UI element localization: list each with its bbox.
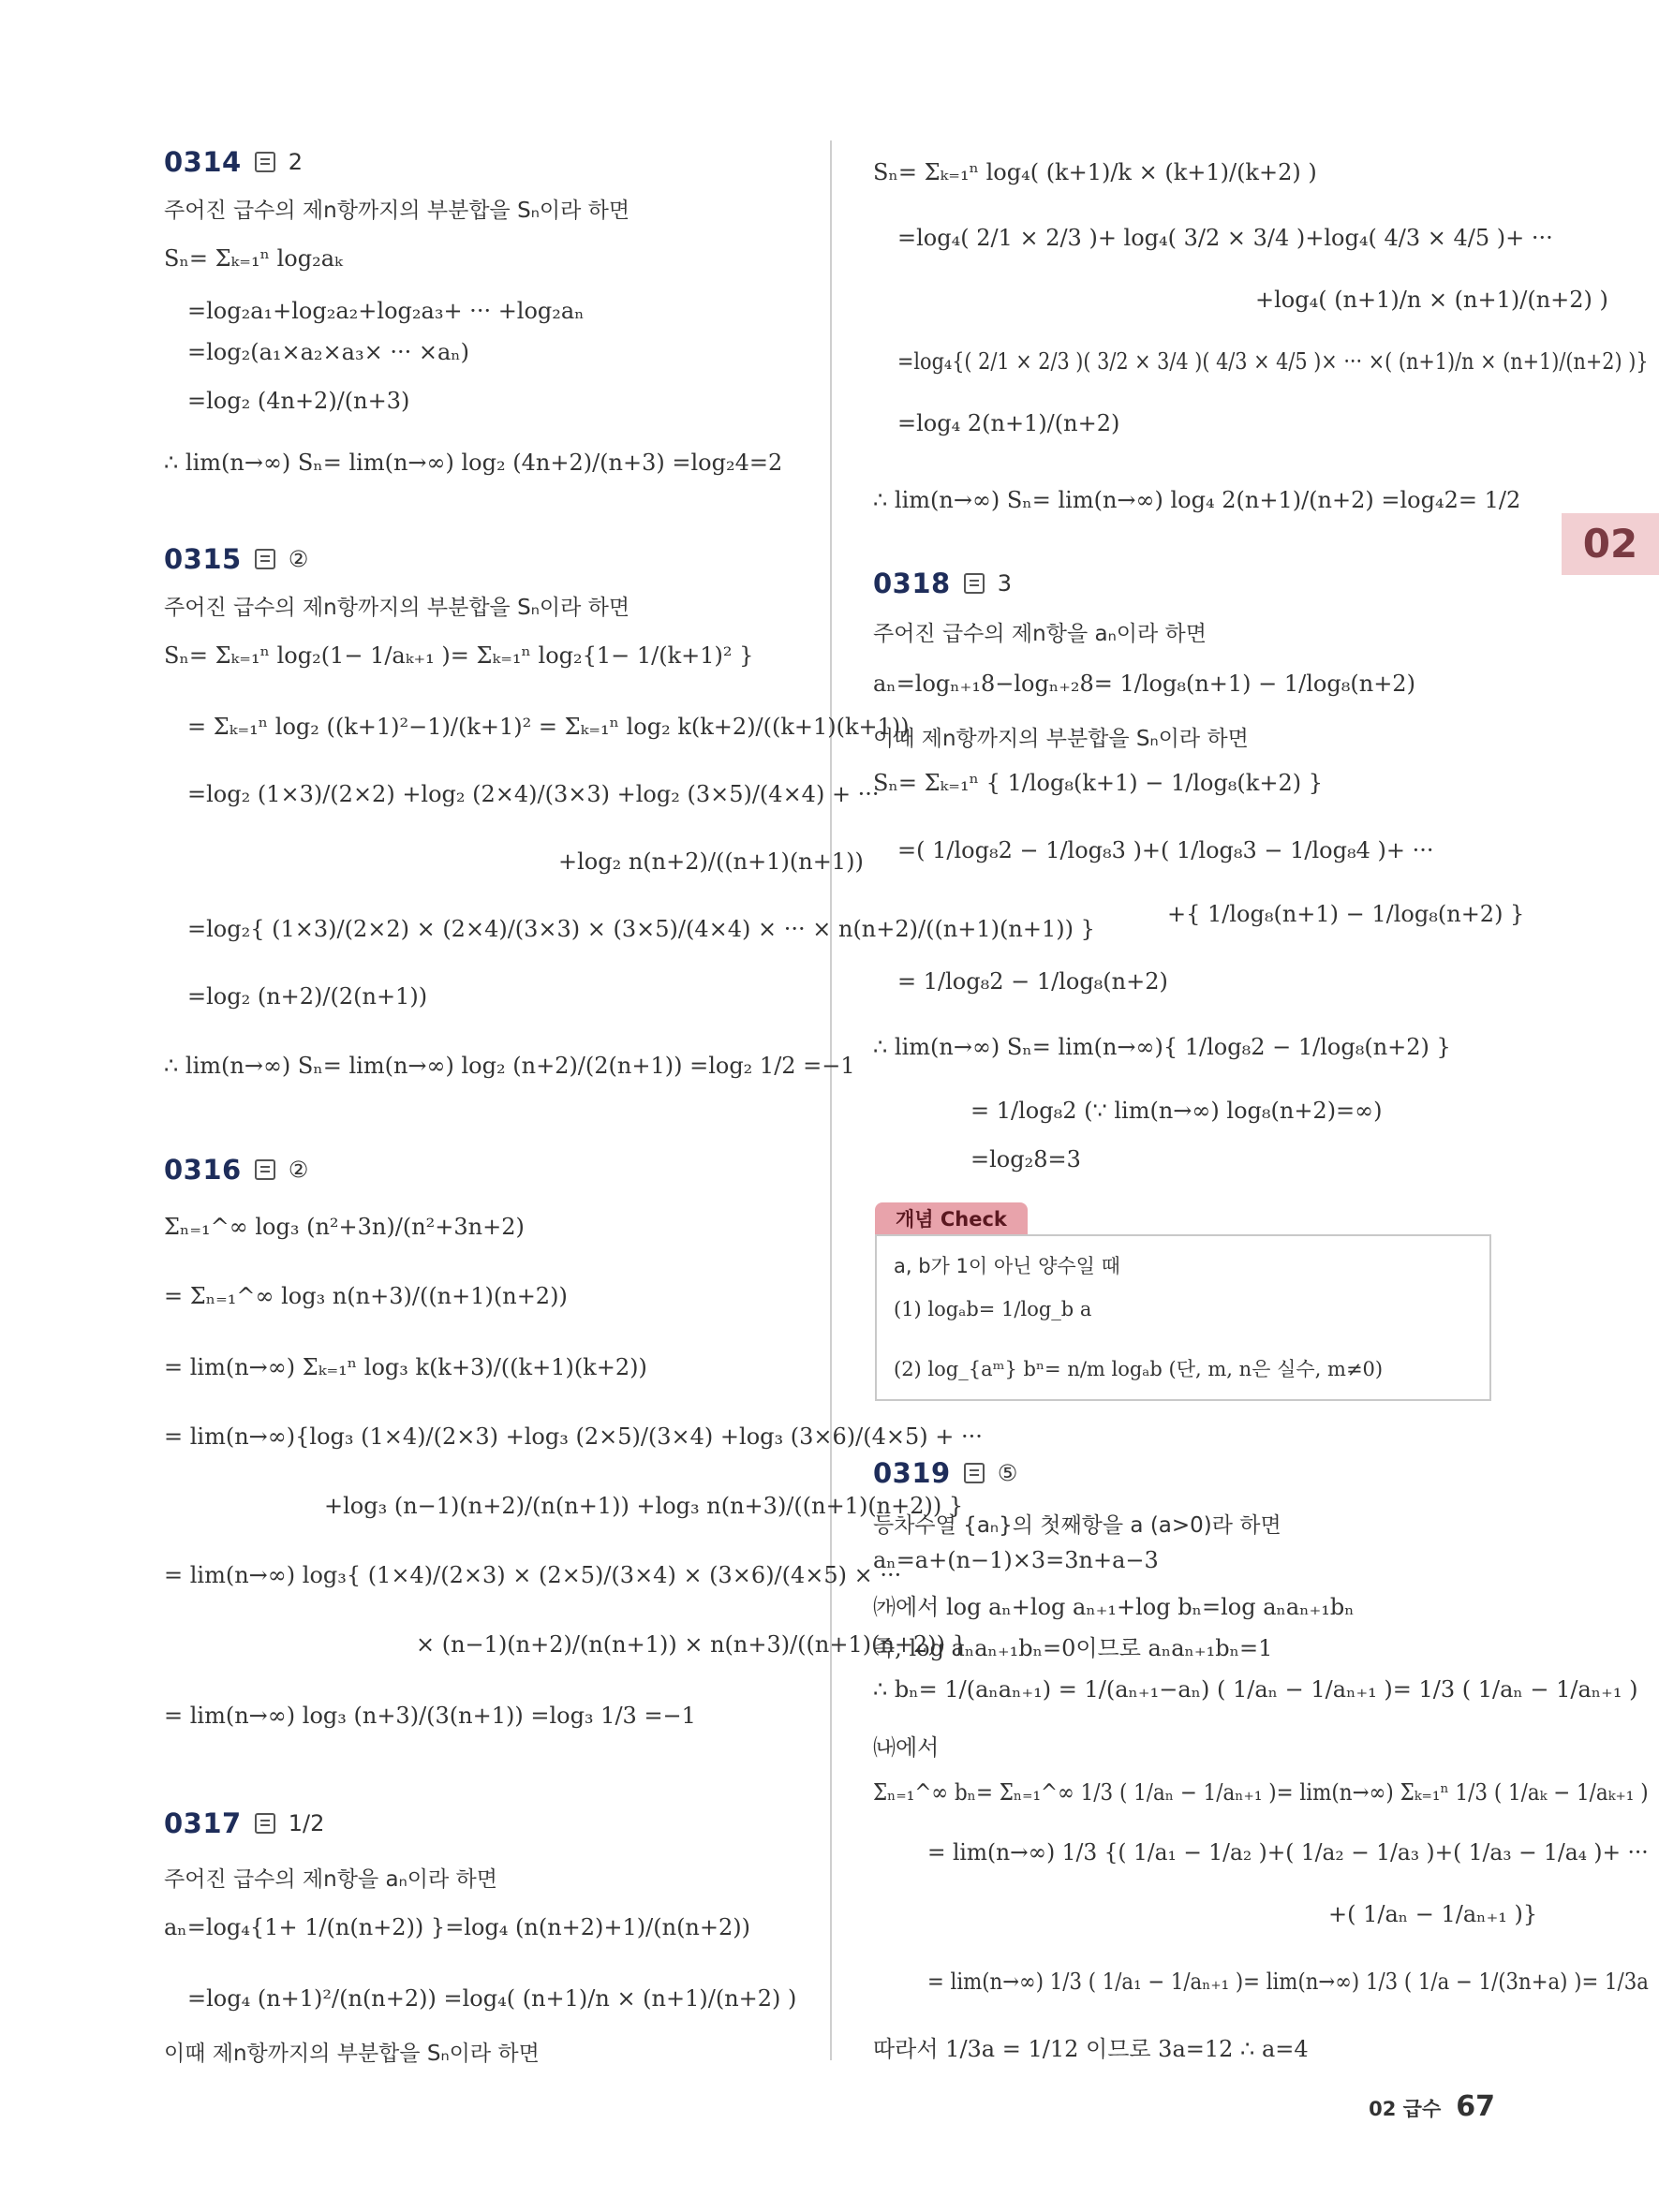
math-line: Σₙ₌₁^∞ log₃ (n²+3n)/(n²+3n+2) bbox=[164, 1214, 525, 1240]
math-line: 즉, log aₙaₙ₊₁bₙ=0이므로 aₙaₙ₊₁bₙ=1 bbox=[873, 1635, 1273, 1661]
math-line: = Σₙ₌₁^∞ log₃ n(n+3)/((n+1)(n+2)) bbox=[164, 1283, 568, 1309]
footer-chapter: 02 급수 bbox=[1369, 2098, 1442, 2120]
math-line: Sₙ= Σₖ₌₁ⁿ log₂aₖ bbox=[164, 245, 343, 272]
chapter-tab: 02 bbox=[1562, 513, 1659, 575]
math-line: Sₙ= Σₖ₌₁ⁿ { 1/log₈(k+1) − 1/log₈(k+2) } bbox=[873, 770, 1323, 796]
math-line: aₙ=log₄{1+ 1/(n(n+2)) }=log₄ (n(n+2)+1)/(n(n+2)) bbox=[164, 1914, 750, 1940]
problem-0314-intro: 주어진 급수의 제n항까지의 부분합을 Sₙ이라 하면 bbox=[164, 199, 630, 223]
problem-number: 0318 bbox=[873, 568, 951, 599]
math-line: = lim(n→∞) 1/3 {( 1/a₁ − 1/a₂ )+( 1/a₂ − 1/a₃ )+( 1/a₃ − 1/a₄ )+ ··· bbox=[927, 1839, 1649, 1865]
problem-0317-header bbox=[164, 1807, 324, 1839]
page-number: 67 bbox=[1456, 2090, 1495, 2123]
concept-check-tab: 개념 Check bbox=[875, 1202, 1028, 1236]
concept-item-1: (1) logₐb= 1/log_b a bbox=[894, 1298, 1092, 1320]
math-line: =log₂ (n+2)/(2(n+1)) bbox=[187, 983, 428, 1010]
problem-0319-header bbox=[873, 1457, 1017, 1489]
math-line: ㈏에서 bbox=[873, 1734, 940, 1761]
answer-value: 2 bbox=[288, 149, 303, 175]
page-footer bbox=[1369, 2090, 1495, 2123]
math-line: =log₂8=3 bbox=[970, 1146, 1081, 1172]
math-line: +log₂ n(n+2)/((n+1)(n+1)) bbox=[558, 848, 864, 875]
math-line: = 1/log₈2 − 1/log₈(n+2) bbox=[897, 968, 1168, 995]
math-line: = lim(n→∞) 1/3 ( 1/a₁ − 1/aₙ₊₁ )= lim(n→∞) 1/3 ( 1/a − 1/(3n+a) )= 1/3a bbox=[927, 1969, 1649, 1995]
problem-0318-mid: 이때 제n항까지의 부분합을 Sₙ이라 하면 bbox=[873, 727, 1249, 751]
math-line: =( 1/log₈2 − 1/log₈3 )+( 1/log₈3 − 1/log₈4 )+ ··· bbox=[897, 837, 1434, 863]
math-line: Σₙ₌₁^∞ bₙ= Σₙ₌₁^∞ 1/3 ( 1/aₙ − 1/aₙ₊₁ )= lim(n→∞) Σₖ₌₁ⁿ 1/3 ( 1/aₖ − 1/aₖ₊₁ ) bbox=[873, 1779, 1649, 1806]
math-line: Sₙ= Σₖ₌₁ⁿ log₂(1− 1/aₖ₊₁ )= Σₖ₌₁ⁿ log₂{1− 1/(k+1)² } bbox=[164, 642, 754, 669]
problem-number: 0315 bbox=[164, 543, 242, 575]
answer-icon bbox=[964, 1463, 985, 1483]
concept-condition: a, b가 1이 아닌 양수일 때 bbox=[894, 1255, 1120, 1277]
problem-number: 0317 bbox=[164, 1807, 242, 1839]
math-line: =log₄ 2(n+1)/(n+2) bbox=[897, 410, 1120, 436]
answer-icon bbox=[964, 573, 985, 594]
math-line: ∴ lim(n→∞) Sₙ= lim(n→∞){ 1/log₈2 − 1/log₈(n+2) } bbox=[873, 1034, 1451, 1060]
math-line: =log₂ (4n+2)/(n+3) bbox=[187, 388, 410, 414]
problem-number: 0319 bbox=[873, 1457, 951, 1489]
answer-icon bbox=[255, 1813, 275, 1834]
math-line: =log₂ (1×3)/(2×2) +log₂ (2×4)/(3×3) +log₂ (3×5)/(4×4) + ··· bbox=[187, 781, 880, 807]
math-line: =log₂(a₁×a₂×a₃× ··· ×aₙ) bbox=[187, 339, 470, 365]
math-line: ∴ bₙ= 1/(aₙaₙ₊₁) = 1/(aₙ₊₁−aₙ) ( 1/aₙ − 1/aₙ₊₁ )= 1/3 ( 1/aₙ − 1/aₙ₊₁ ) bbox=[873, 1676, 1638, 1703]
answer-icon bbox=[255, 549, 275, 569]
concept-item-2: (2) log_{aᵐ} bⁿ= n/m logₐb (단, m, n은 실수, m≠0) bbox=[894, 1358, 1384, 1380]
answer-icon bbox=[255, 152, 275, 172]
math-line: = lim(n→∞) Σₖ₌₁ⁿ log₃ k(k+3)/((k+1)(k+2)) bbox=[164, 1354, 647, 1380]
math-line: = lim(n→∞) log₃{ (1×4)/(2×3) × (2×5)/(3×4) × (3×6)/(4×5) × ··· bbox=[164, 1562, 902, 1588]
math-line: = 1/log₈2 (∵ lim(n→∞) log₈(n+2)=∞) bbox=[970, 1098, 1383, 1124]
problem-0319-intro: 등차수열 {aₙ}의 첫째항을 a (a>0)라 하면 bbox=[873, 1513, 1281, 1538]
problem-0318-intro: 주어진 급수의 제n항을 aₙ이라 하면 bbox=[873, 622, 1207, 646]
math-line: +{ 1/log₈(n+1) − 1/log₈(n+2) } bbox=[1167, 901, 1525, 927]
problem-0318-header bbox=[873, 568, 1012, 599]
math-line: = Σₖ₌₁ⁿ log₂ ((k+1)²−1)/(k+1)² = Σₖ₌₁ⁿ log₂ k(k+2)/((k+1)(k+1)) bbox=[187, 714, 910, 740]
answer-value: ② bbox=[288, 546, 309, 572]
math-line: × (n−1)(n+2)/(n(n+1)) × n(n+3)/((n+1)(n+2)) } bbox=[416, 1631, 967, 1658]
math-line: aₙ=a+(n−1)×3=3n+a−3 bbox=[873, 1547, 1159, 1573]
problem-0314-header bbox=[164, 146, 303, 178]
math-line: 따라서 1/3a = 1/12 이므로 3a=12 ∴ a=4 bbox=[873, 2036, 1309, 2062]
column-divider bbox=[830, 140, 832, 2060]
math-line: ∴ lim(n→∞) Sₙ= lim(n→∞) log₂ (4n+2)/(n+3) =log₂4=2 bbox=[164, 450, 783, 476]
math-line: Sₙ= Σₖ₌₁ⁿ log₄( (k+1)/k × (k+1)/(k+2) ) bbox=[873, 159, 1317, 185]
math-line: +log₃ (n−1)(n+2)/(n(n+1)) +log₃ n(n+3)/((n+1)(n+2)) } bbox=[324, 1493, 964, 1519]
math-line: ㈎에서 log aₙ+log aₙ₊₁+log bₙ=log aₙaₙ₊₁bₙ bbox=[873, 1594, 1355, 1620]
math-line: =log₄( 2/1 × 2/3 )+ log₄( 3/2 × 3/4 )+log₄( 4/3 × 4/5 )+ ··· bbox=[897, 225, 1553, 251]
math-line: aₙ=logₙ₊₁8−logₙ₊₂8= 1/log₈(n+1) − 1/log₈(n+2) bbox=[873, 671, 1415, 697]
math-line: = lim(n→∞){log₃ (1×4)/(2×3) +log₃ (2×5)/(3×4) +log₃ (3×6)/(4×5) + ··· bbox=[164, 1423, 983, 1450]
problem-0315-intro: 주어진 급수의 제n항까지의 부분합을 Sₙ이라 하면 bbox=[164, 596, 630, 620]
math-line: ∴ lim(n→∞) Sₙ= lim(n→∞) log₂ (n+2)/(2(n+1)) =log₂ 1/2 =−1 bbox=[164, 1053, 855, 1079]
math-line: =log₂{ (1×3)/(2×2) × (2×4)/(3×3) × (3×5)/(4×4) × ··· × n(n+2)/((n+1)(n+1)) } bbox=[187, 916, 1095, 942]
problem-0316-header bbox=[164, 1154, 308, 1186]
math-line: ∴ lim(n→∞) Sₙ= lim(n→∞) log₄ 2(n+1)/(n+2) =log₄2= 1/2 bbox=[873, 487, 1521, 513]
problem-number: 0316 bbox=[164, 1154, 242, 1186]
problem-0315-header bbox=[164, 543, 308, 575]
answer-value: 1/2 bbox=[288, 1810, 325, 1836]
problem-number: 0314 bbox=[164, 146, 242, 178]
math-line: =log₄{( 2/1 × 2/3 )( 3/2 × 3/4 )( 4/3 × 4/5 )× ··· ×( (n+1)/n × (n+1)/(n+2) )} bbox=[897, 348, 1649, 375]
math-line: +log₄( (n+1)/n × (n+1)/(n+2) ) bbox=[1255, 287, 1608, 313]
answer-value: ⑤ bbox=[997, 1460, 1018, 1486]
math-line: =log₄ (n+1)²/(n(n+2)) =log₄( (n+1)/n × (n+1)/(n+2) ) bbox=[187, 1985, 797, 2012]
problem-0317-outro: 이때 제n항까지의 부분합을 Sₙ이라 하면 bbox=[164, 2042, 540, 2066]
problem-0317-intro: 주어진 급수의 제n항을 aₙ이라 하면 bbox=[164, 1867, 497, 1892]
answer-value: 3 bbox=[997, 570, 1012, 597]
math-line: +( 1/aₙ − 1/aₙ₊₁ )} bbox=[1328, 1901, 1538, 1927]
math-line: = lim(n→∞) log₃ (n+3)/(3(n+1)) =log₃ 1/3 =−1 bbox=[164, 1703, 696, 1729]
math-line: =log₂a₁+log₂a₂+log₂a₃+ ··· +log₂aₙ bbox=[187, 298, 585, 324]
answer-icon bbox=[255, 1159, 275, 1180]
answer-value: ② bbox=[288, 1157, 309, 1183]
